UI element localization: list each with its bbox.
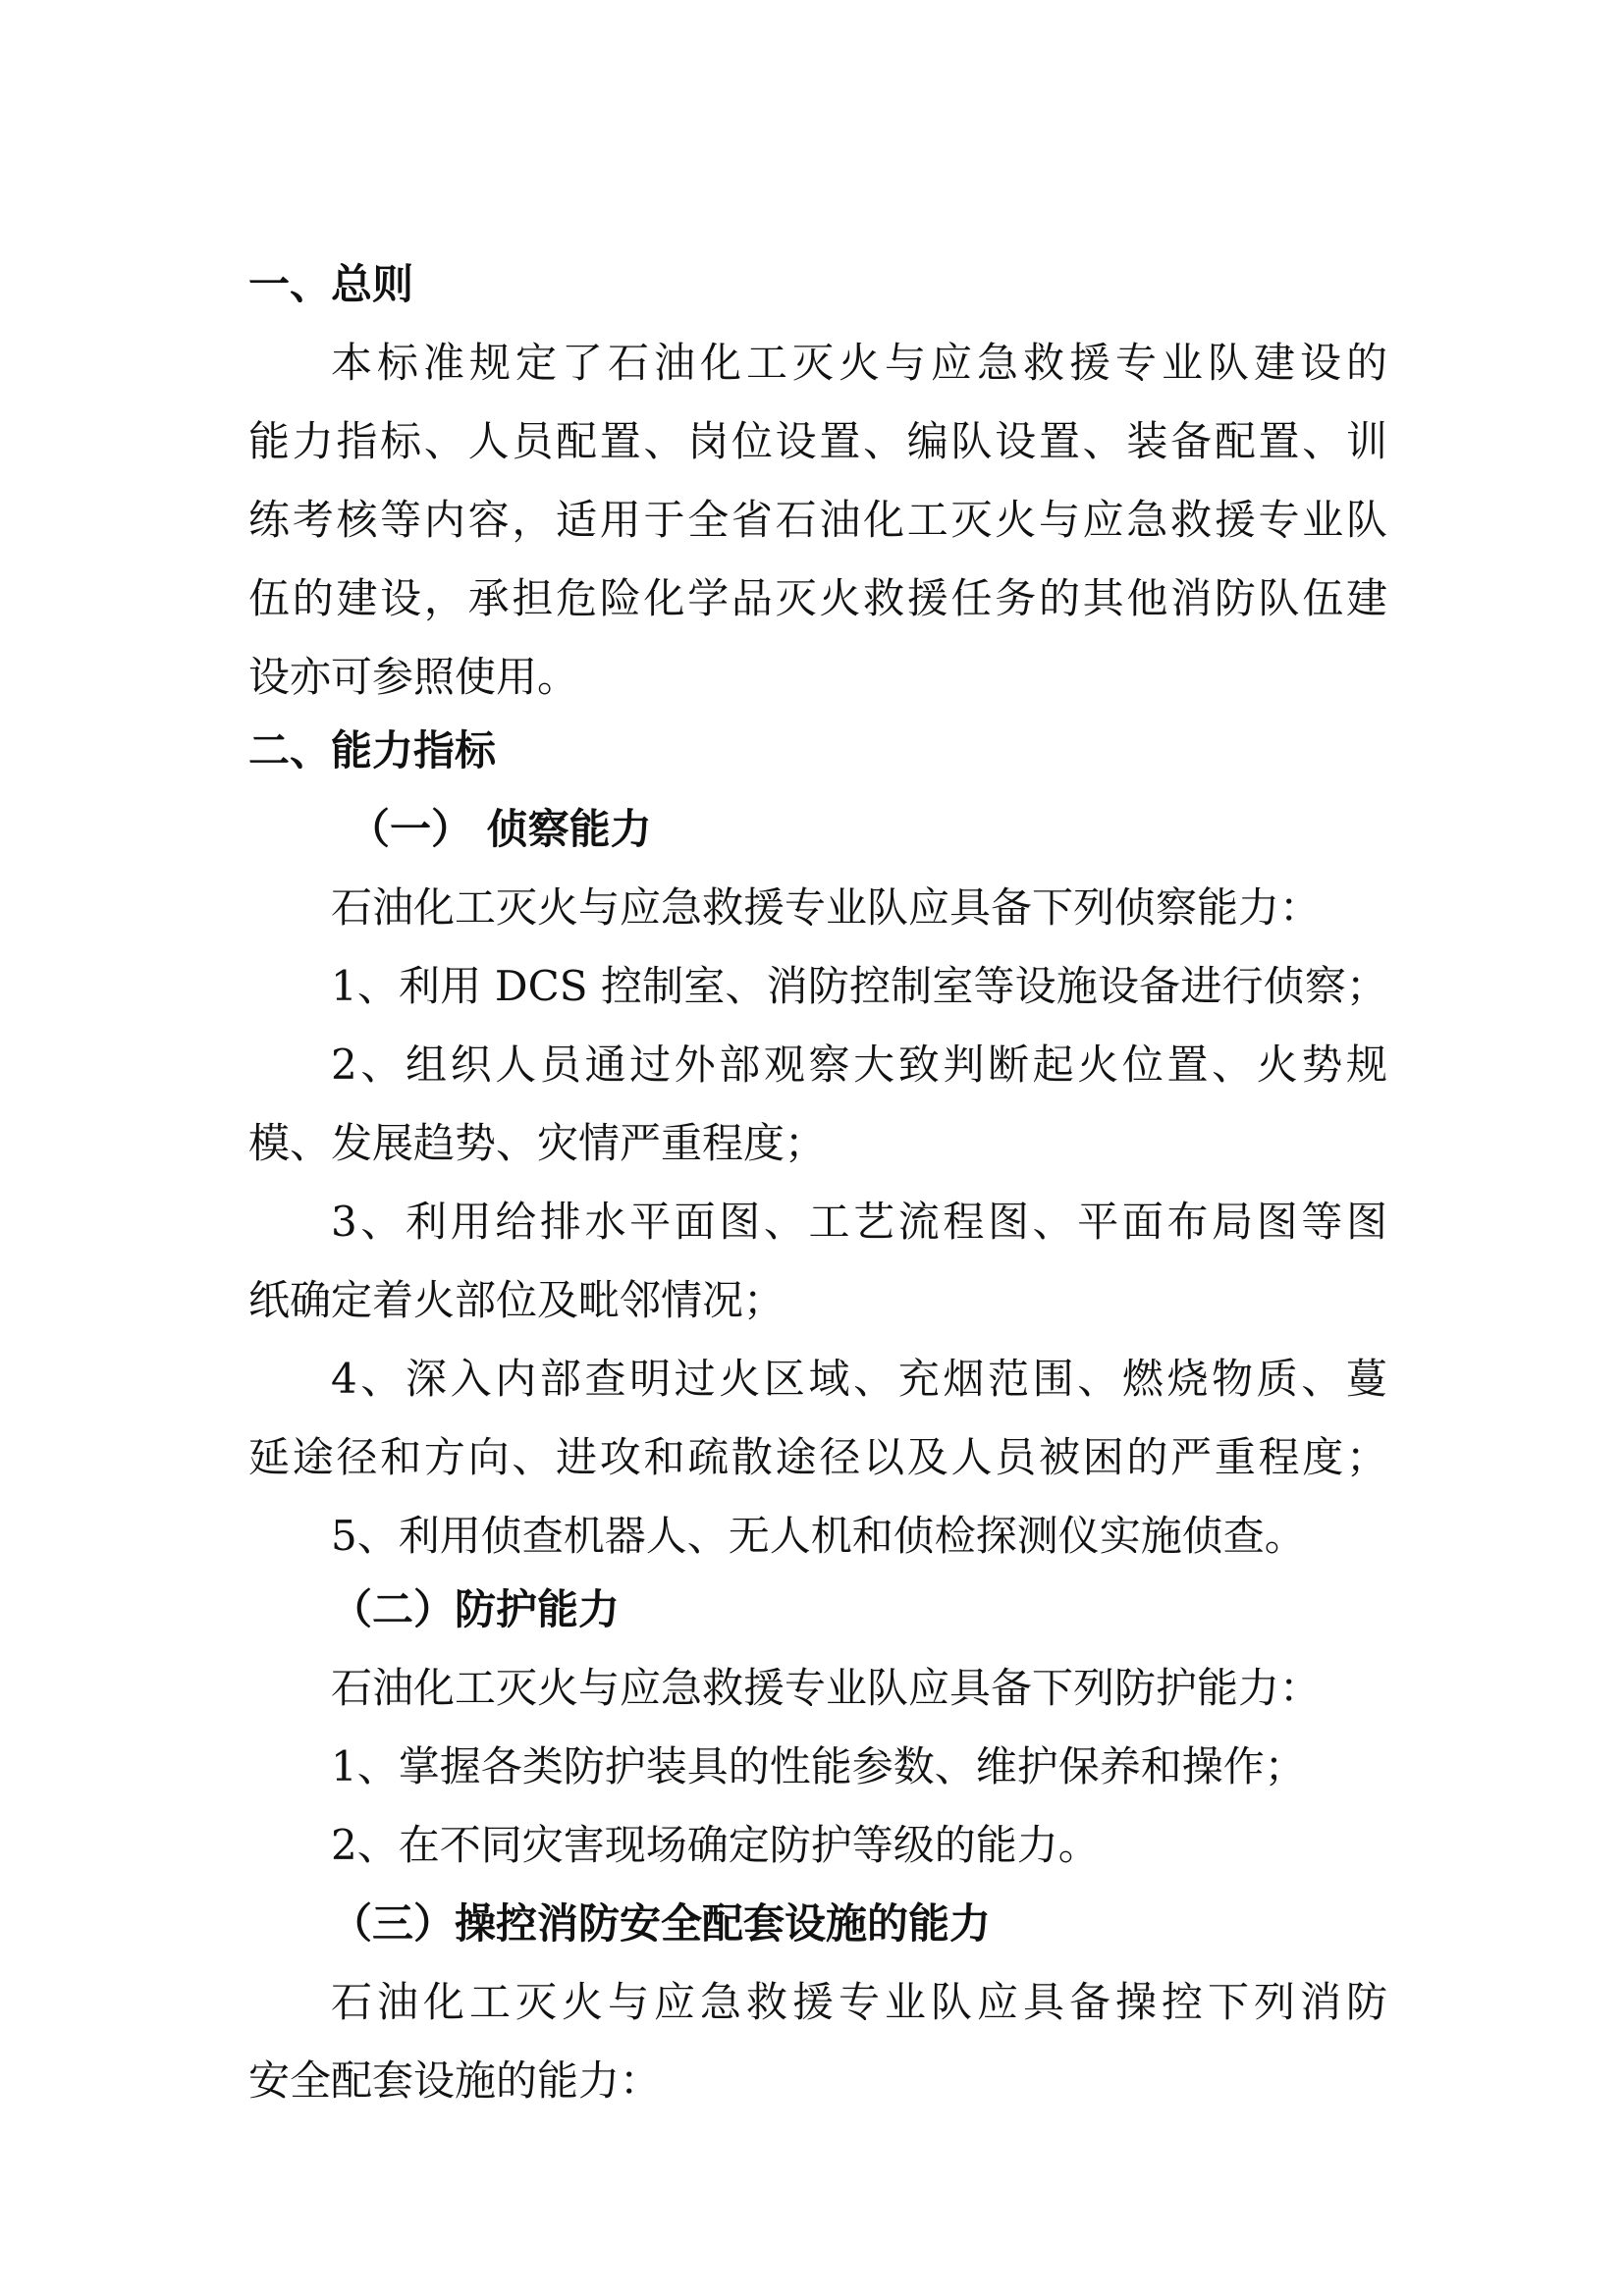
paragraph-line: 伍的建设，承担危险化学品灭火救援任务的其他消防队伍建	[248, 574, 1387, 622]
list-item: 2、在不同灾害现场确定防护等级的能力。	[331, 1821, 1100, 1869]
subsection-heading-facilities: （三）操控消防安全配套设施的能力	[331, 1899, 992, 1948]
subsection-heading-recon: （一） 侦察能力	[349, 805, 652, 853]
paragraph-line: 安全配套设施的能力：	[248, 2056, 662, 2105]
paragraph-line: 能力指标、人员配置、岗位设置、编队设置、装备配置、训	[248, 417, 1387, 465]
paragraph-line: 石油化工灭火与应急救援专业队应具备下列防护能力：	[331, 1664, 1322, 1712]
paragraph-line: 石油化工灭火与应急救援专业队应具备操控下列消防	[331, 1978, 1387, 2026]
list-item: 2、组织人员通过外部观察大致判断起火位置、火势规	[331, 1041, 1387, 1089]
list-item: 5、利用侦查机器人、无人机和侦检探测仪实施侦查。	[331, 1512, 1306, 1560]
paragraph-line: 练考核等内容，适用于全省石油化工灭火与应急救援专业队	[248, 496, 1387, 544]
section-heading-capability: 二、能力指标	[248, 726, 497, 774]
list-item-continuation: 模、发展趋势、灾情严重程度；	[248, 1119, 827, 1167]
paragraph-line: 石油化工灭火与应急救援专业队应具备下列侦察能力：	[331, 883, 1322, 932]
list-item: 3、利用给排水平面图、工艺流程图、平面布局图等图	[331, 1198, 1387, 1246]
paragraph-line: 本标准规定了石油化工灭火与应急救援专业队建设的	[331, 339, 1387, 387]
list-item-continuation: 纸确定着火部位及毗邻情况；	[248, 1276, 785, 1324]
list-item: 1、利用 DCS 控制室、消防控制室等设施设备进行侦察；	[331, 962, 1387, 1010]
list-item-continuation: 延途径和方向、进攻和疏散途径以及人员被困的严重程度；	[248, 1433, 1387, 1481]
subsection-heading-protection: （二）防护能力	[331, 1585, 621, 1633]
section-heading-general: 一、总则	[248, 260, 414, 308]
list-item: 4、深入内部查明过火区域、充烟范围、燃烧物质、蔓	[331, 1355, 1387, 1403]
list-item: 1、掌握各类防护装具的性能参数、维护保养和操作；	[331, 1742, 1306, 1790]
paragraph-line: 设亦可参照使用。	[248, 653, 579, 701]
